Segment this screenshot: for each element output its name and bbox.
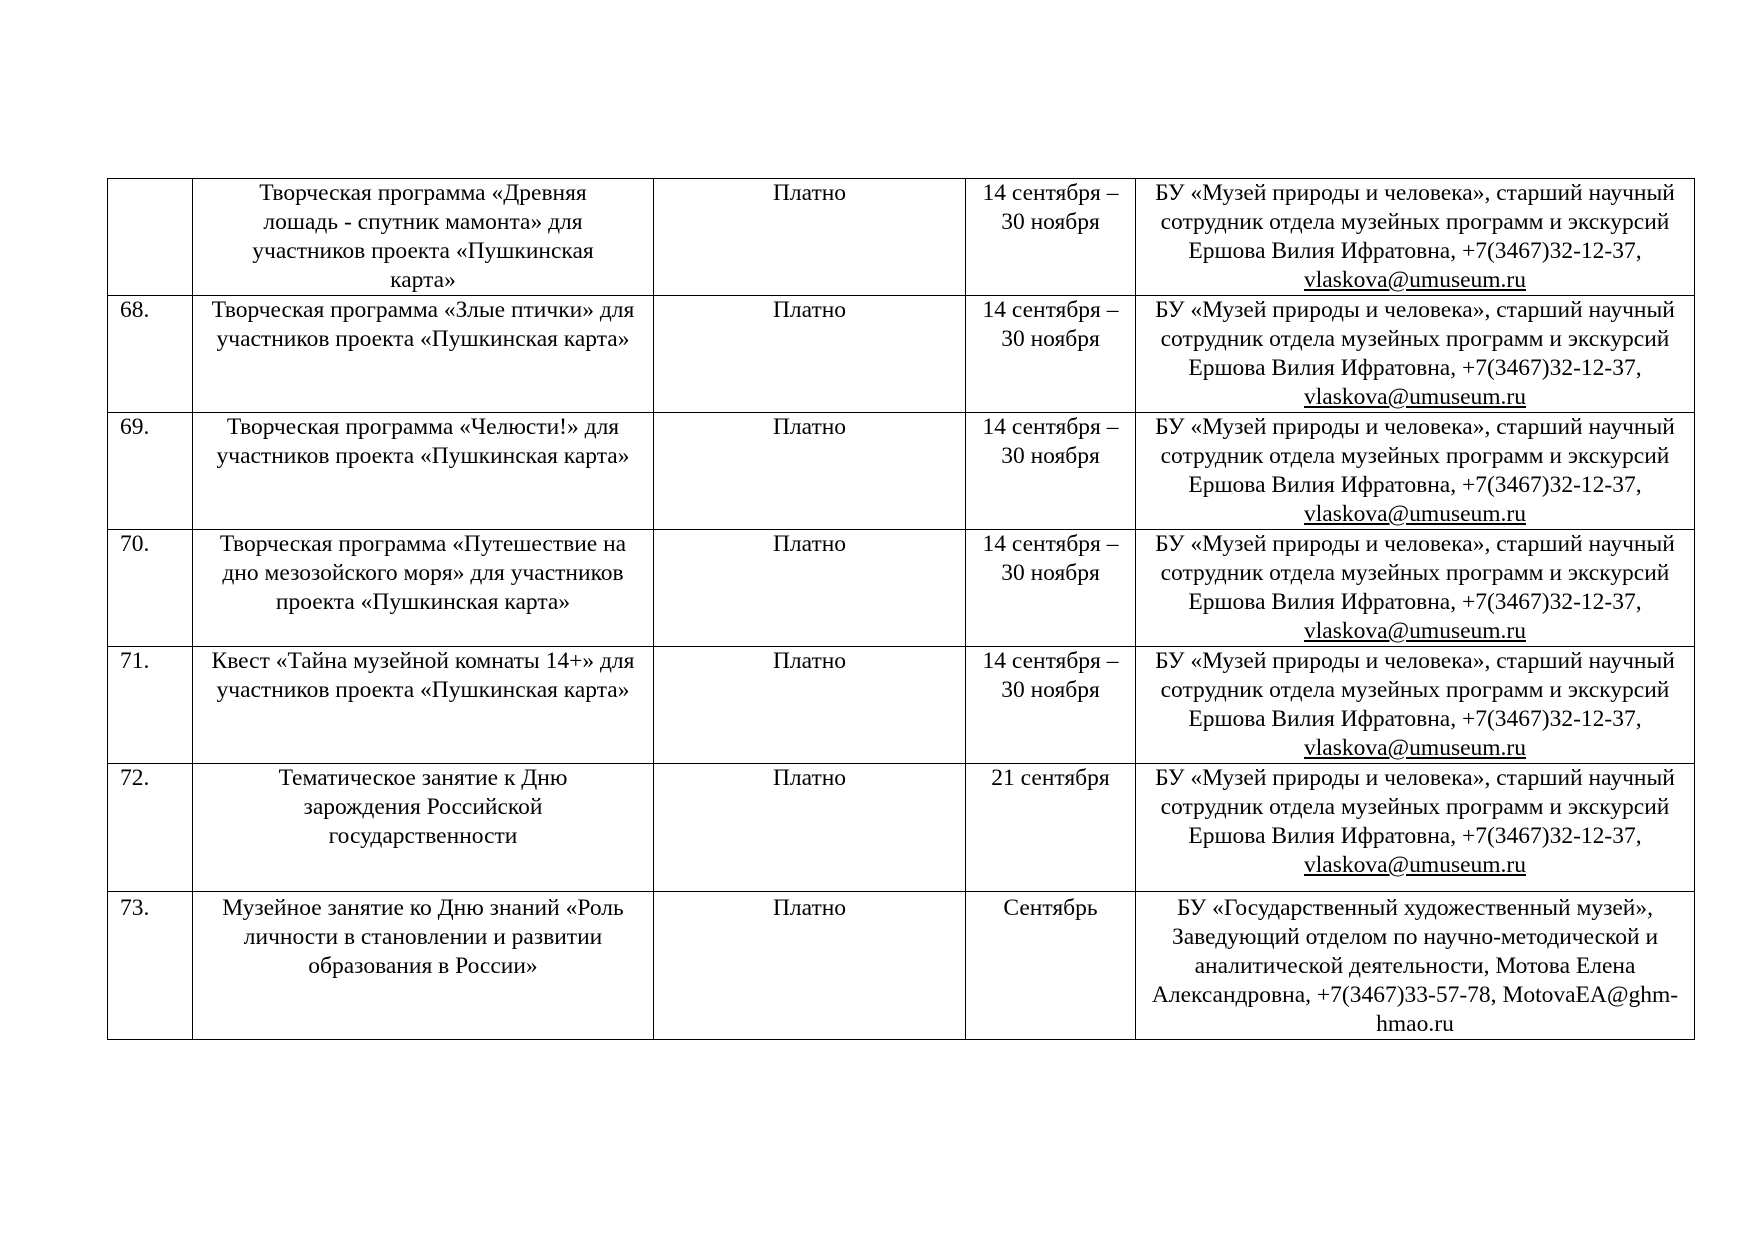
event-price: Платно xyxy=(654,179,966,296)
contact-email-link[interactable]: vlaskova@umuseum.ru xyxy=(1303,735,1526,761)
contact-email-link[interactable]: vlaskova@umuseum.ru xyxy=(1303,384,1526,410)
event-price: Платно xyxy=(654,413,966,530)
event-contact xyxy=(1136,179,1695,296)
event-title: Творческая программа «Древняя лошадь - спутник мамонта» для участников проекта «Пушкинская карта» xyxy=(193,179,654,296)
event-dates: 14 сентября – 30 ноября xyxy=(966,530,1136,647)
event-title: Тематическое занятие к Дню зарождения Российской государственности xyxy=(193,764,654,892)
event-contact xyxy=(1136,296,1695,413)
table-row xyxy=(108,296,1695,413)
event-contact xyxy=(1136,892,1695,1040)
event-title: Музейное занятие ко Дню знаний «Роль личности в становлении и развитии образования в России» xyxy=(193,892,654,1040)
event-title: Творческая программа «Путешествие на дно мезозойского моря» для участников проекта «Пушкинская карта» xyxy=(193,530,654,647)
table-row xyxy=(108,647,1695,764)
contact-text: БУ «Государственный художественный музей», Заведующий отделом по научно-методической и аналитической деятельности, Мотова Елена Александровна, +7(3467)33-57-78, xyxy=(1151,895,1659,1008)
contact-email-link[interactable]: vlaskova@umuseum.ru xyxy=(1303,852,1526,878)
event-price: Платно xyxy=(654,296,966,413)
contact-text: БУ «Музей природы и человека», старший научный сотрудник отдела музейных программ и экскурсий Ершова Вилия Ифратовна, +7(3467)32-12-37, xyxy=(1155,414,1675,498)
row-number: 68. xyxy=(108,296,193,413)
table-row xyxy=(108,530,1695,647)
event-contact xyxy=(1136,530,1695,647)
table-row xyxy=(108,764,1695,892)
event-dates: Сентябрь xyxy=(966,892,1136,1040)
contact-text: БУ «Музей природы и человека», старший научный сотрудник отдела музейных программ и экскурсий Ершова Вилия Ифратовна, +7(3467)32-12-37, xyxy=(1155,180,1675,264)
table-row xyxy=(108,179,1695,296)
contact-text: БУ «Музей природы и человека», старший научный сотрудник отдела музейных программ и экскурсий Ершова Вилия Ифратовна, +7(3467)32-12-37, xyxy=(1155,765,1675,849)
event-contact xyxy=(1136,413,1695,530)
event-dates: 21 сентября xyxy=(966,764,1136,892)
event-title: Творческая программа «Челюсти!» для участников проекта «Пушкинская карта» xyxy=(193,413,654,530)
row-number: 70. xyxy=(108,530,193,647)
event-contact xyxy=(1136,764,1695,892)
table-row xyxy=(108,413,1695,530)
contact-email-link[interactable]: vlaskova@umuseum.ru xyxy=(1303,618,1526,644)
contact-email-link[interactable]: vlaskova@umuseum.ru xyxy=(1303,267,1526,293)
row-number xyxy=(108,179,193,296)
contact-email-link[interactable]: vlaskova@umuseum.ru xyxy=(1303,501,1526,527)
events-table xyxy=(107,178,1695,1040)
event-dates: 14 сентября – 30 ноября xyxy=(966,647,1136,764)
row-number: 72. xyxy=(108,764,193,892)
event-title: Квест «Тайна музейной комнаты 14+» для участников проекта «Пушкинская карта» xyxy=(193,647,654,764)
row-number: 71. xyxy=(108,647,193,764)
table-row xyxy=(108,892,1695,1040)
event-dates: 14 сентября – 30 ноября xyxy=(966,296,1136,413)
contact-email-link[interactable]: MotovaEA@ghm-hmao.ru xyxy=(1376,982,1679,1037)
event-contact xyxy=(1136,647,1695,764)
contact-text: БУ «Музей природы и человека», старший научный сотрудник отдела музейных программ и экскурсий Ершова Вилия Ифратовна, +7(3467)32-12-37, xyxy=(1155,648,1675,732)
row-number: 73. xyxy=(108,892,193,1040)
event-dates: 14 сентября – 30 ноября xyxy=(966,413,1136,530)
contact-text: БУ «Музей природы и человека», старший научный сотрудник отдела музейных программ и экскурсий Ершова Вилия Ифратовна, +7(3467)32-12-37, xyxy=(1155,531,1675,615)
event-price: Платно xyxy=(654,892,966,1040)
event-price: Платно xyxy=(654,530,966,647)
event-dates: 14 сентября – 30 ноября xyxy=(966,179,1136,296)
contact-text: БУ «Музей природы и человека», старший научный сотрудник отдела музейных программ и экскурсий Ершова Вилия Ифратовна, +7(3467)32-12-37, xyxy=(1155,297,1675,381)
event-price: Платно xyxy=(654,764,966,892)
row-number: 69. xyxy=(108,413,193,530)
event-title: Творческая программа «Злые птички» для участников проекта «Пушкинская карта» xyxy=(193,296,654,413)
event-price: Платно xyxy=(654,647,966,764)
